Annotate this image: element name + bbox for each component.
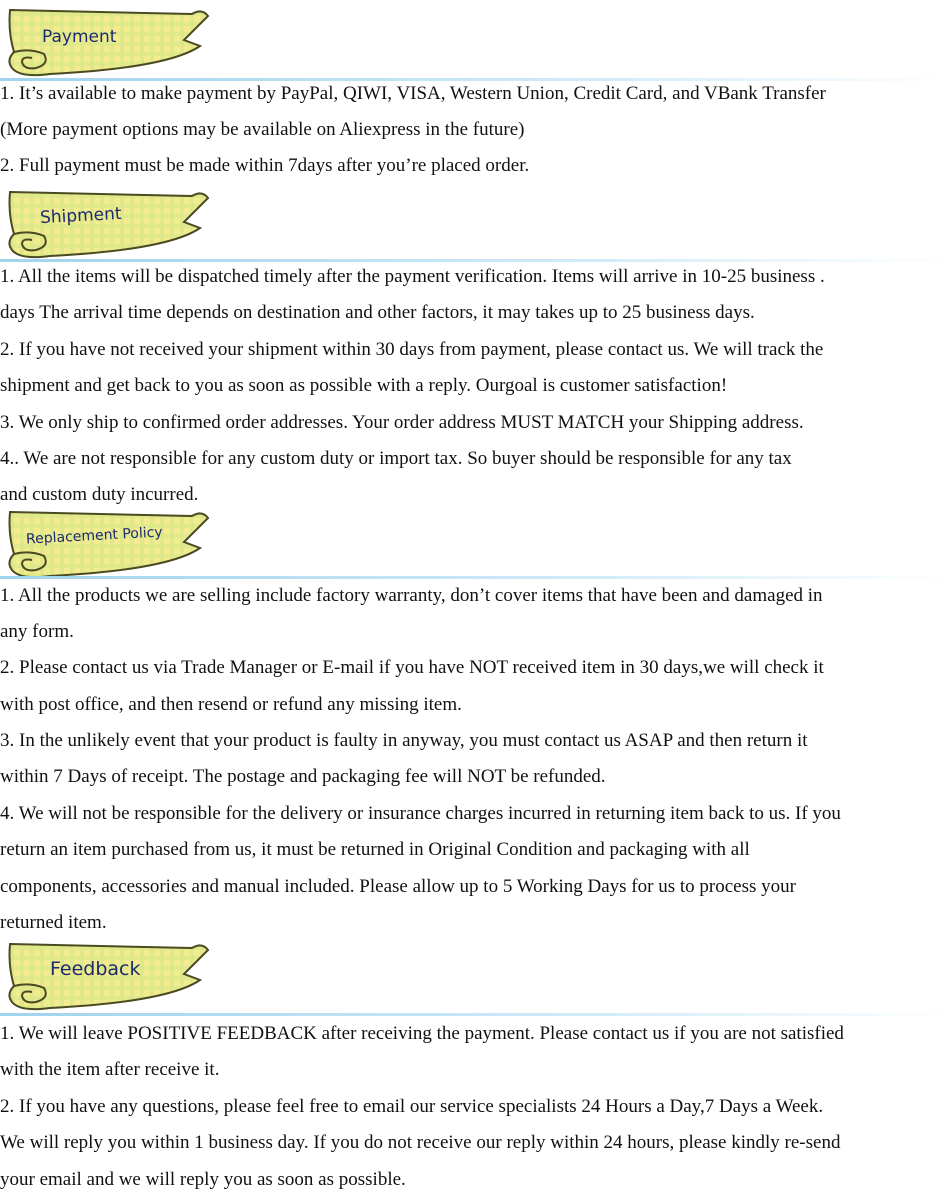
ribbon-banner-payment	[0, 2, 230, 80]
ribbon-banner-feedback	[0, 936, 230, 1014]
text-line: 1. All the products we are selling include factory warranty, don’t cover items that have been and damaged in	[0, 585, 823, 606]
text-line: returned item.	[0, 912, 107, 933]
text-line: 4. We will not be responsible for the delivery or insurance charges incurred in returning item back to us. If you	[0, 803, 841, 824]
section-divider	[0, 1013, 950, 1016]
text-line: with post office, and then resend or refund any missing item.	[0, 694, 462, 715]
text-line: components, accessories and manual included. Please allow up to 5 Working Days for us to process your	[0, 876, 796, 897]
text-line: with the item after receive it.	[0, 1059, 220, 1080]
text-line: 2. If you have any questions, please feel free to email our service specialists 24 Hours a Day,7 Days a Week.	[0, 1096, 824, 1117]
ribbon-banner-shipment	[0, 184, 230, 262]
text-line: 3. We only ship to confirmed order addresses. Your order address MUST MATCH your Shipping address.	[0, 412, 804, 433]
text-line: return an item purchased from us, it must be returned in Original Condition and packaging with all	[0, 839, 750, 860]
text-line: within 7 Days of receipt. The postage and packaging fee will NOT be refunded.	[0, 766, 606, 787]
text-line: and custom duty incurred.	[0, 484, 199, 505]
text-line: 1. All the items will be dispatched timely after the payment verification. Items will arrive in 10-25 business .	[0, 266, 825, 287]
section-feedback	[0, 936, 950, 1200]
text-line: 4.. We are not responsible for any custom duty or import tax. So buyer should be responsible for any tax	[0, 448, 792, 469]
text-line: 3. In the unlikely event that your product is faulty in anyway, you must contact us ASAP and then return it	[0, 730, 808, 751]
text-line: 1. We will leave POSITIVE FEEDBACK after receiving the payment. Please contact us if you are not satisfied	[0, 1023, 844, 1044]
section-shipment	[0, 182, 950, 507]
text-line: 2. Please contact us via Trade Manager or E-mail if you have NOT received item in 30 days,we will check it	[0, 657, 824, 678]
text-line: 2. If you have not received your shipment within 30 days from payment, please contact us. We will track the	[0, 339, 824, 360]
text-line: shipment and get back to you as soon as possible with a reply. Ourgoal is customer satisfaction!	[0, 375, 728, 396]
section-divider	[0, 576, 950, 579]
section-title-payment: Payment	[42, 27, 117, 47]
text-line: your email and we will reply you as soon as possible.	[0, 1169, 406, 1190]
section-title-shipment: Shipment	[39, 203, 123, 229]
section-divider	[0, 259, 950, 262]
section-payment	[0, 0, 950, 182]
text-line: any form.	[0, 621, 74, 642]
text-line: 1. It’s available to make payment by PayPal, QIWI, VISA, Western Union, Credit Card, and VBank Transfer	[0, 83, 826, 104]
text-line: (More payment options may be available on Aliexpress in the future)	[0, 119, 525, 140]
text-line: 2. Full payment must be made within 7days after you’re placed order.	[0, 155, 530, 176]
section-divider	[0, 78, 950, 81]
section-title-feedback: Feedback	[50, 958, 141, 980]
text-line: We will reply you within 1 business day. If you do not receive our reply within 24 hours, please kindly re-send	[0, 1132, 841, 1153]
section-title-replacement-policy: Replacement Policy	[25, 524, 164, 548]
section-replacement-policy	[0, 504, 950, 936]
text-line: days The arrival time depends on destination and other factors, it may takes up to 25 business days.	[0, 302, 755, 323]
ribbon-banner-replacement-policy	[0, 504, 230, 582]
